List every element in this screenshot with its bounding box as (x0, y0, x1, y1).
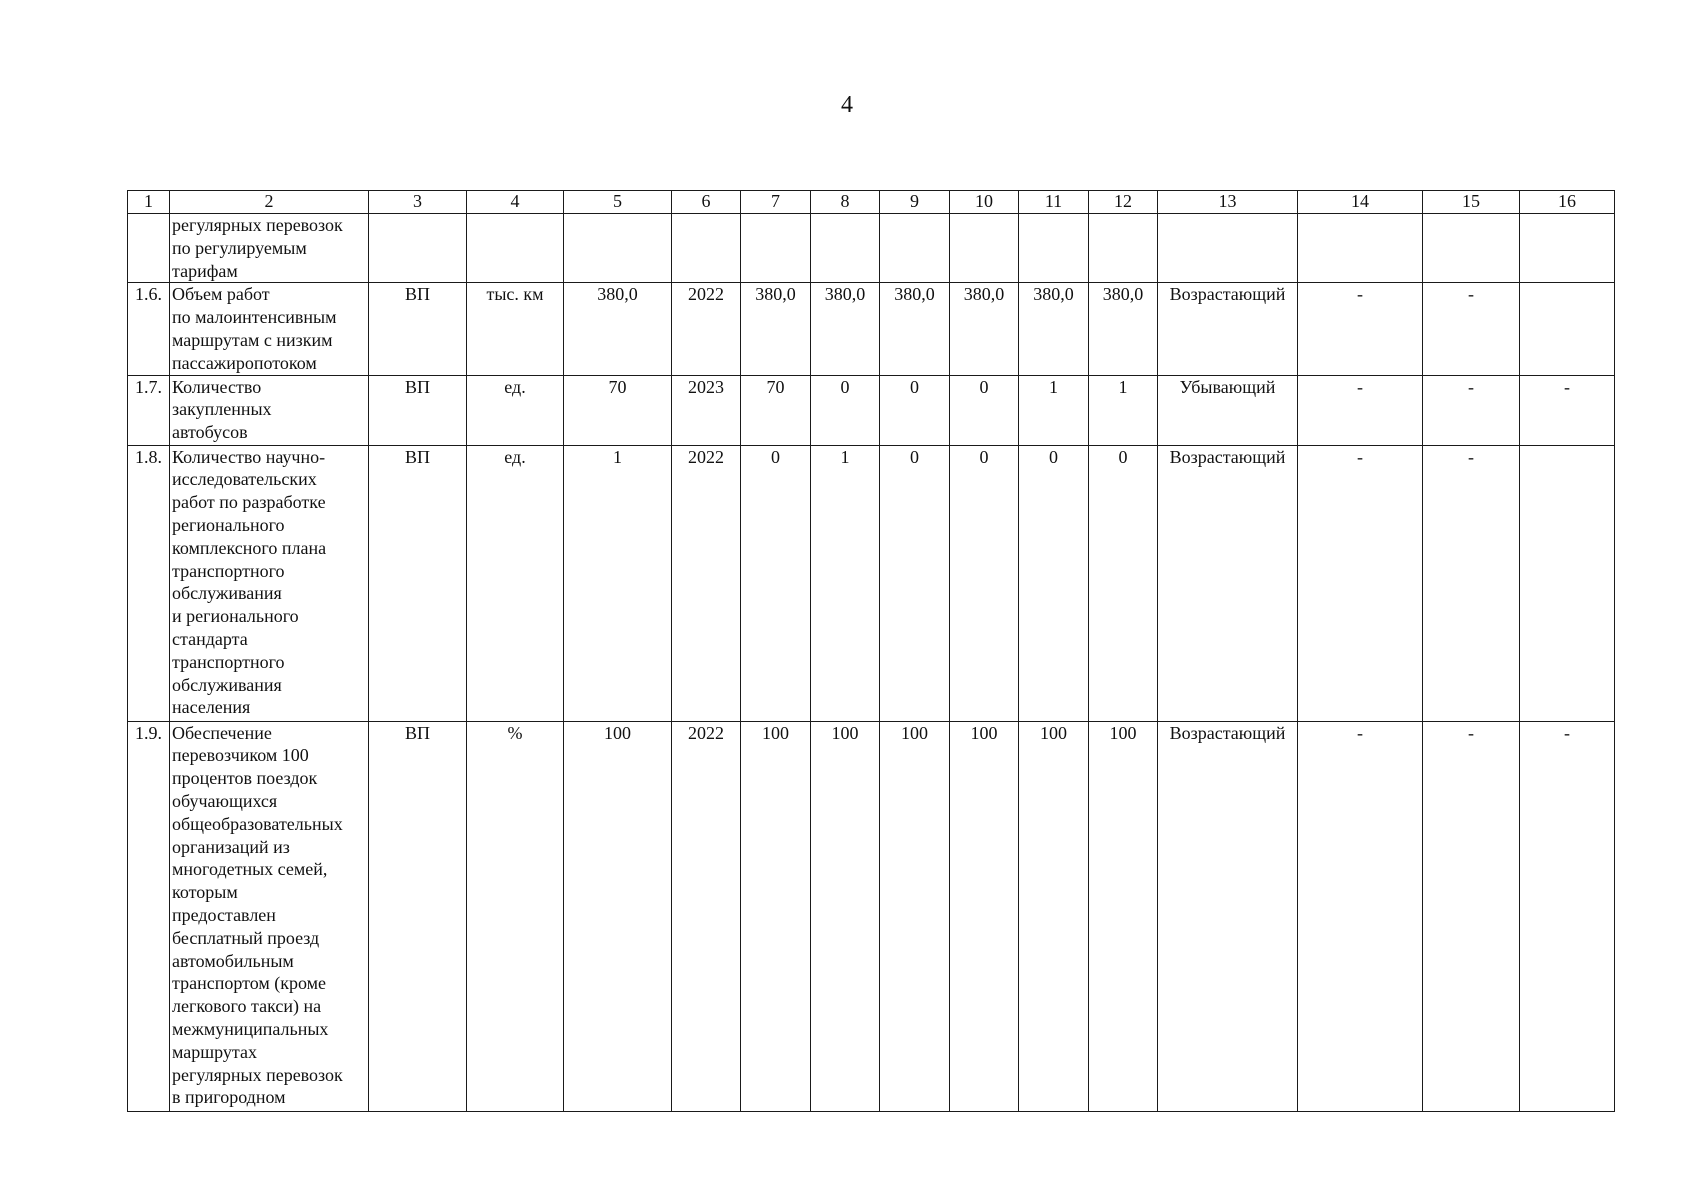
cell-base-year: 2022 (672, 721, 741, 1111)
cell-col14 (1298, 214, 1423, 283)
table-row (128, 375, 1615, 445)
table-body (128, 191, 1615, 1112)
cell-value: 0 (950, 445, 1019, 721)
cell-col14: - (1298, 375, 1423, 445)
cell-trend (1158, 214, 1298, 283)
cell-value: 100 (1019, 721, 1089, 1111)
cell-number: 1.9. (128, 721, 170, 1111)
cell-col15: - (1423, 721, 1520, 1111)
cell-value: 0 (1089, 445, 1158, 721)
cell-number: 1.7. (128, 375, 170, 445)
cell-trend: Убывающий (1158, 375, 1298, 445)
cell-value: 100 (811, 721, 880, 1111)
column-header: 10 (950, 191, 1019, 214)
cell-value: 1 (811, 445, 880, 721)
cell-value: 100 (950, 721, 1019, 1111)
cell-unit: % (467, 721, 564, 1111)
column-header: 16 (1520, 191, 1615, 214)
cell-type: ВП (369, 375, 467, 445)
cell-base-value (564, 214, 672, 283)
cell-value: 100 (741, 721, 811, 1111)
cell-col16 (1520, 283, 1615, 375)
cell-value: 380,0 (1089, 283, 1158, 375)
column-header: 9 (880, 191, 950, 214)
column-header: 4 (467, 191, 564, 214)
indicator-table (127, 190, 1615, 1112)
cell-number: 1.8. (128, 445, 170, 721)
cell-col15 (1423, 214, 1520, 283)
cell-type: ВП (369, 283, 467, 375)
cell-col16: - (1520, 375, 1615, 445)
cell-value (1019, 214, 1089, 283)
cell-value: 100 (1089, 721, 1158, 1111)
cell-base-value: 70 (564, 375, 672, 445)
cell-value: 70 (741, 375, 811, 445)
cell-indicator-name: Обеспечение перевозчиком 100 процентов поездок обучающихся общеобразовательных организаций из многодетных семей, которым предоставлен бесплатный проезд автомобильным транспортом (кроме легкового такси) на межмуниципальных маршрутах регулярных перевозок в пригородном (170, 721, 369, 1111)
cell-base-year: 2022 (672, 283, 741, 375)
cell-indicator-name: регулярных перевозок по регулируемым тарифам (170, 214, 369, 283)
cell-col16 (1520, 214, 1615, 283)
cell-base-year: 2023 (672, 375, 741, 445)
table-row (128, 283, 1615, 375)
cell-indicator-name: Количество научно- исследовательских работ по разработке регионального комплексного плана транспортного обслуживания и регионального стандарта транспортного обслуживания населения (170, 445, 369, 721)
table-row (128, 445, 1615, 721)
cell-type: ВП (369, 445, 467, 721)
cell-col15: - (1423, 445, 1520, 721)
cell-trend: Возрастающий (1158, 445, 1298, 721)
cell-type: ВП (369, 721, 467, 1111)
cell-value: 0 (741, 445, 811, 721)
cell-base-value: 1 (564, 445, 672, 721)
cell-base-value: 380,0 (564, 283, 672, 375)
cell-col15: - (1423, 283, 1520, 375)
column-header: 2 (170, 191, 369, 214)
cell-value: 0 (1019, 445, 1089, 721)
column-header: 14 (1298, 191, 1423, 214)
cell-indicator-name: Количество закупленных автобусов (170, 375, 369, 445)
column-header: 5 (564, 191, 672, 214)
cell-unit (467, 214, 564, 283)
cell-trend: Возрастающий (1158, 283, 1298, 375)
table-row (128, 721, 1615, 1111)
cell-base-year (672, 214, 741, 283)
cell-col16: - (1520, 721, 1615, 1111)
cell-value (880, 214, 950, 283)
cell-value: 0 (880, 445, 950, 721)
cell-value: 1 (1019, 375, 1089, 445)
cell-value (811, 214, 880, 283)
column-header: 15 (1423, 191, 1520, 214)
cell-base-value: 100 (564, 721, 672, 1111)
cell-unit: ед. (467, 445, 564, 721)
cell-value: 380,0 (880, 283, 950, 375)
column-header: 1 (128, 191, 170, 214)
cell-col15: - (1423, 375, 1520, 445)
cell-value: 380,0 (1019, 283, 1089, 375)
cell-number (128, 214, 170, 283)
column-header: 3 (369, 191, 467, 214)
cell-value: 380,0 (811, 283, 880, 375)
column-header: 11 (1019, 191, 1089, 214)
cell-base-year: 2022 (672, 445, 741, 721)
cell-col14: - (1298, 721, 1423, 1111)
cell-type (369, 214, 467, 283)
column-header: 12 (1089, 191, 1158, 214)
cell-value: 0 (880, 375, 950, 445)
cell-value: 380,0 (950, 283, 1019, 375)
page-number: 4 (841, 92, 853, 118)
cell-value: 0 (950, 375, 1019, 445)
column-header: 13 (1158, 191, 1298, 214)
column-header: 7 (741, 191, 811, 214)
cell-value (950, 214, 1019, 283)
cell-col14: - (1298, 445, 1423, 721)
column-header: 8 (811, 191, 880, 214)
cell-number: 1.6. (128, 283, 170, 375)
cell-unit: ед. (467, 375, 564, 445)
column-number-row (128, 191, 1615, 214)
cell-value: 100 (880, 721, 950, 1111)
table-row (128, 214, 1615, 283)
cell-value: 0 (811, 375, 880, 445)
cell-col14: - (1298, 283, 1423, 375)
cell-value (741, 214, 811, 283)
cell-indicator-name: Объем работ по малоинтенсивным маршрутам с низким пассажиропотоком (170, 283, 369, 375)
cell-col16 (1520, 445, 1615, 721)
cell-trend: Возрастающий (1158, 721, 1298, 1111)
cell-value: 380,0 (741, 283, 811, 375)
cell-value: 1 (1089, 375, 1158, 445)
cell-unit: тыс. км (467, 283, 564, 375)
column-header: 6 (672, 191, 741, 214)
cell-value (1089, 214, 1158, 283)
